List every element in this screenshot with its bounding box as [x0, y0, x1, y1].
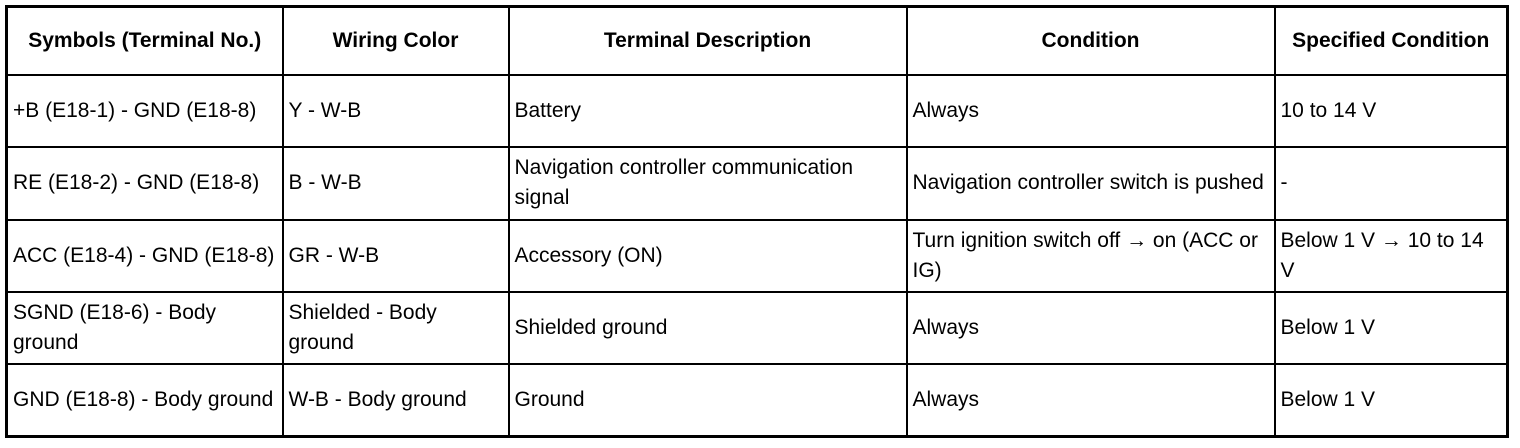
table-row [7, 220, 1508, 292]
cell-condition: Navigation controller switch is pushed [907, 147, 1275, 219]
cell-symbols: GND (E18-8) - Body ground [7, 364, 283, 436]
cell-symbols: SGND (E18-6) - Body ground [7, 292, 283, 364]
terminal-spec-table [5, 5, 1509, 438]
cell-wiring-color: B - W-B [283, 147, 509, 219]
cell-wiring-color: Shielded - Body ground [283, 292, 509, 364]
header-terminal-description: Terminal Description [509, 7, 907, 76]
cell-description: Accessory (ON) [509, 220, 907, 292]
cell-description: Navigation controller communication signal [509, 147, 907, 219]
cell-symbols: +B (E18-1) - GND (E18-8) [7, 75, 283, 147]
cell-condition: Always [907, 292, 1275, 364]
cell-specified: Below 1 V → 10 to 14 V [1275, 220, 1508, 292]
cell-description: Ground [509, 364, 907, 436]
table-row [7, 364, 1508, 436]
table-header-row [7, 7, 1508, 76]
cell-wiring-color: GR - W-B [283, 220, 509, 292]
cell-specified: - [1275, 147, 1508, 219]
header-specified-condition: Specified Condition [1275, 7, 1508, 76]
cell-condition: Always [907, 75, 1275, 147]
header-wiring-color: Wiring Color [283, 7, 509, 76]
cell-condition: Always [907, 364, 1275, 436]
cell-symbols: ACC (E18-4) - GND (E18-8) [7, 220, 283, 292]
header-condition: Condition [907, 7, 1275, 76]
table-row [7, 75, 1508, 147]
cell-specified: Below 1 V [1275, 292, 1508, 364]
cell-symbols: RE (E18-2) - GND (E18-8) [7, 147, 283, 219]
cell-wiring-color: W-B - Body ground [283, 364, 509, 436]
cell-specified: 10 to 14 V [1275, 75, 1508, 147]
cell-description: Shielded ground [509, 292, 907, 364]
table-row [7, 147, 1508, 219]
table-row [7, 292, 1508, 364]
header-symbols: Symbols (Terminal No.) [7, 7, 283, 76]
cell-description: Battery [509, 75, 907, 147]
cell-condition: Turn ignition switch off → on (ACC or IG) [907, 220, 1275, 292]
cell-wiring-color: Y - W-B [283, 75, 509, 147]
cell-specified: Below 1 V [1275, 364, 1508, 436]
